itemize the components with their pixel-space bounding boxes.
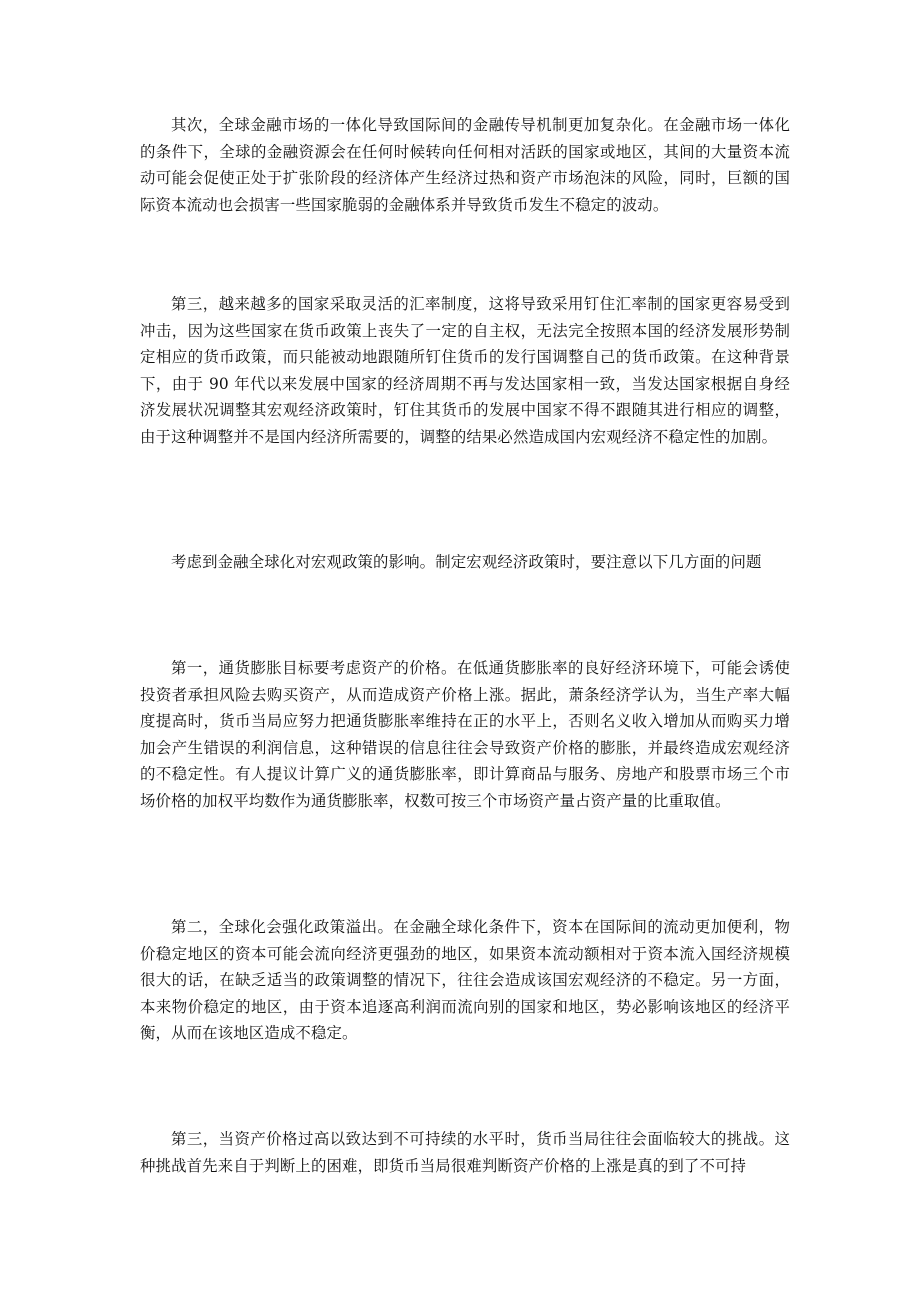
paragraph-exchange-rate: 第三，越来越多的国家采取灵活的汇率制度，这将导致采用钉住汇率制的国家更容易受到冲击，因为这些国家在货币政策上丧失了一定的自主权，无法完全按照本国的经济发展形势制定相应的货币政策，而只能被动地跟随所钉住货币的发行国调整自己的货币政策。在这种背景下，由于 90 年代以来发展中国家的经济周期不再与发达国家相一致，当发达国家根据自身经济发展状况调整其宏观经济政策时，钉住其货币的发展中国家不得不跟随其进行相应的调整，由于这种调整并不是国内经济所需要的，调整的结果必然造成国内宏观经济不稳定性的加剧。 (140, 295, 790, 446)
paragraph-financial-integration: 其次，全球金融市场的一体化导致国际间的金融传导机制更加复杂化。在金融市场一体化的条件下，全球的金融资源会在任何时候转向任何相对活跃的国家或地区，其间的大量资本流动可能会促使正处于扩张阶段的经济体产生经济过热和资产市场泡沫的风险，同时，巨额的国际资本流动也会损害一些国家脆弱的金融体系并导致货币发生不稳定的波动。 (140, 116, 790, 214)
paragraph-inflation-target: 第一，通货膨胀目标要考虑资产的价格。在低通货膨胀率的良好经济环境下，可能会诱使投资者承担风险去购买资产，从而造成资产价格上涨。据此，萧条经济学认为，当生产率大幅度提高时，货币当局应努力把通货膨胀率维持在正的水平上，否则名义收入增加从而购买力增加会产生错误的利润信息，这种错误的信息往往会导致资产价格的膨胀，并最终造成宏观经济的不稳定性。有人提议计算广义的通货膨胀率，即计算商品与服务、房地产和股票市场三个市场价格的加权平均数作为通货膨胀率，权数可按三个市场资产量占资产量的比重取值。 (140, 659, 790, 810)
paragraph-policy-intro: 考虑到金融全球化对宏观政策的影响。制定宏观经济政策时，要注意以下几方面的问题 (171, 553, 762, 571)
paragraph-asset-price-challenge: 第三，当资产价格过高以致达到不可持续的水平时，货币当局往往会面临较大的挑战。这种挑战首先来自于判断上的困难，即货币当局很难判断资产价格的上涨是真的到了不可持 (140, 1130, 790, 1175)
paragraph-policy-spillover: 第二，全球化会强化政策溢出。在金融全球化条件下，资本在国际间的流动更加便利，物价稳定地区的资本可能会流向经济更强劲的地区，如果资本流动额相对于资本流入国经济规模很大的话，在缺乏适当的政策调整的情况下，往往会造成该国宏观经济的不稳定。另一方面，本来物价稳定的地区，由于资本追逐高利润而流向别的国家和地区，势必影响该地区的经济平衡，从而在该地区造成不稳定。 (140, 918, 790, 1042)
